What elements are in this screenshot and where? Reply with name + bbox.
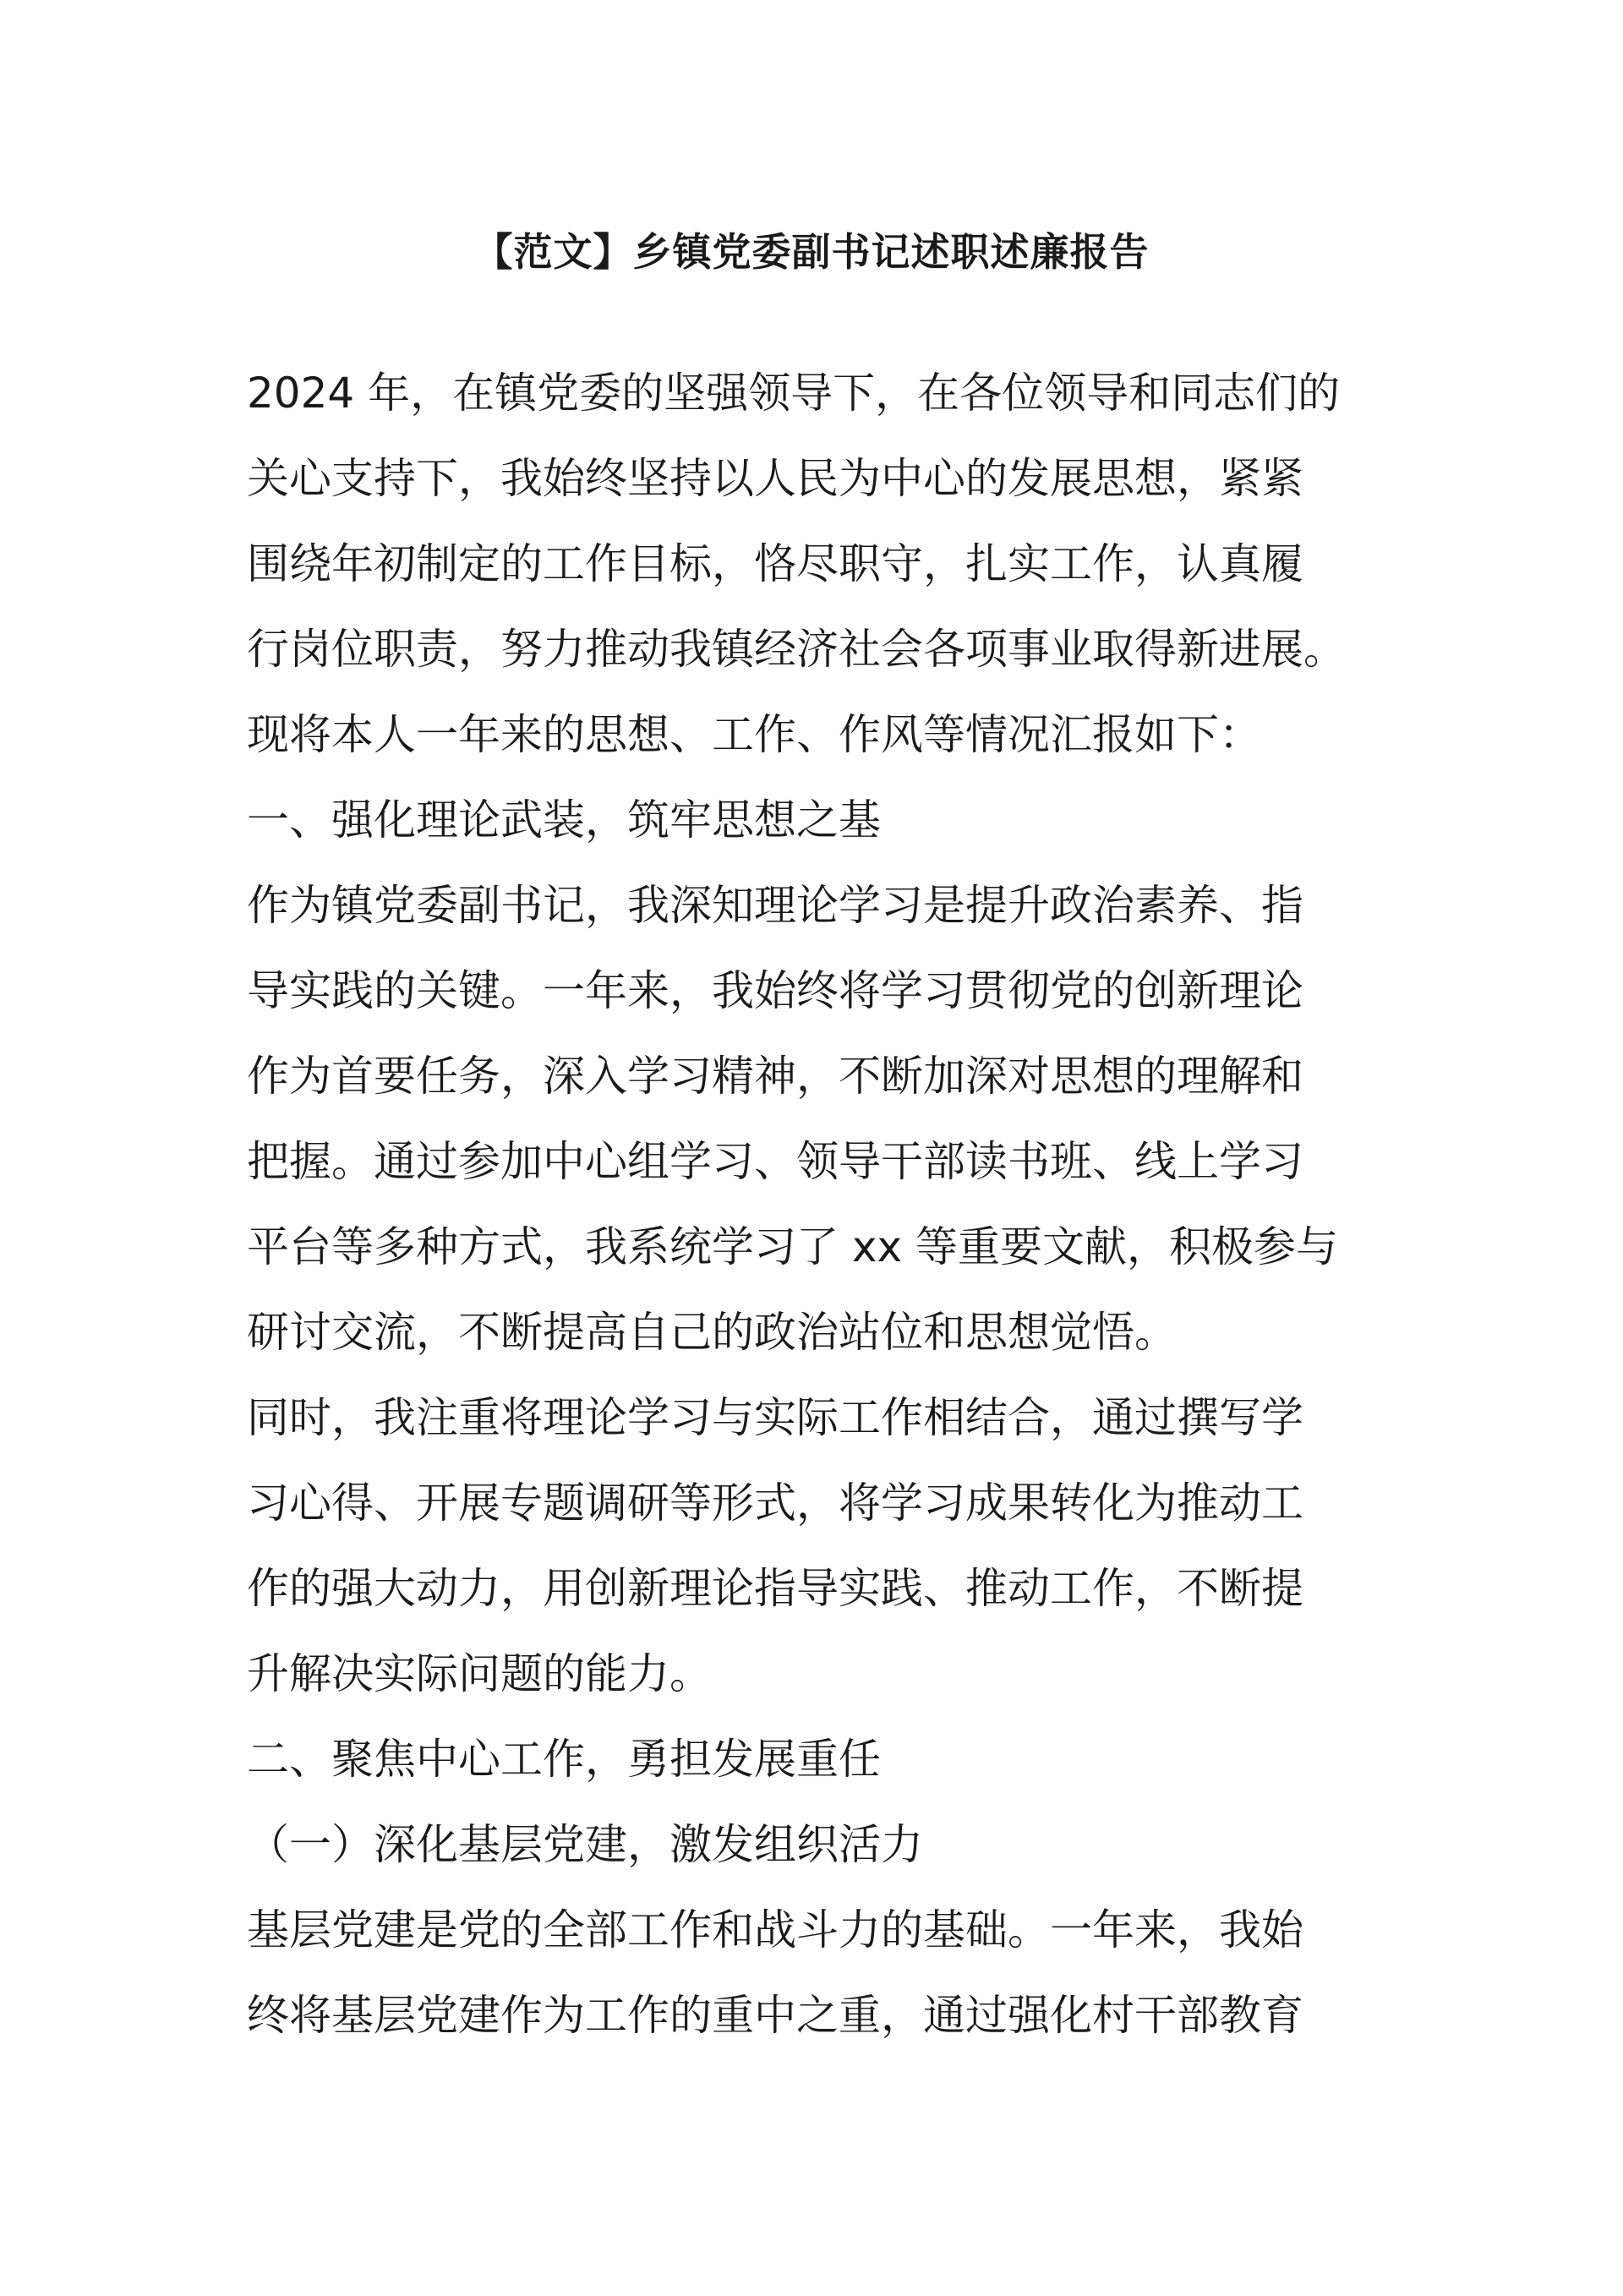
body-line: 把握。通过参加中心组学习、领导干部读书班、线上学习 (247, 1137, 1303, 1186)
body-line: 基层党建是党的全部工作和战斗力的基础。一年来，我始 (247, 1905, 1303, 1954)
body-line: 同时，我注重将理论学习与实际工作相结合，通过撰写学 (247, 1393, 1303, 1442)
body-line: 习心得、开展专题调研等形式，将学习成果转化为推动工 (247, 1479, 1303, 1528)
subsection-heading-1: （一）深化基层党建，激发组织活力 (247, 1820, 923, 1869)
body-line: 关心支持下，我始终坚持以人民为中心的发展思想，紧紧 (247, 454, 1303, 503)
body-line: 研讨交流，不断提高自己的政治站位和思想觉悟。 (247, 1308, 1177, 1357)
body-line: 行岗位职责，努力推动我镇经济社会各项事业取得新进展。 (247, 625, 1346, 674)
document-title: 【范文】乡镇党委副书记述职述廉报告 (473, 229, 1150, 275)
body-line: 作为首要任务，深入学习精神，不断加深对思想的理解和 (247, 1052, 1303, 1101)
body-line: 作为镇党委副书记，我深知理论学习是提升政治素养、指 (247, 881, 1303, 930)
body-line: 作的强大动力，用创新理论指导实践、推动工作，不断提 (247, 1564, 1303, 1613)
body-line: 2024 年，在镇党委的坚强领导下，在各位领导和同志们的 (247, 369, 1341, 418)
body-line: 围绕年初制定的工作目标，恪尽职守，扎实工作，认真履 (247, 539, 1303, 588)
body-line: 终将基层党建作为工作的重中之重，通过强化村干部教育 (247, 1991, 1303, 2040)
body-line: 升解决实际问题的能力。 (247, 1649, 712, 1698)
document-body (247, 351, 1430, 2058)
body-line: 平台等多种方式，我系统学习了 xx 等重要文献，积极参与 (247, 1222, 1338, 1271)
body-line: 现将本人一年来的思想、工作、作风等情况汇报如下： (247, 710, 1261, 759)
section-heading-2: 二、聚焦中心工作，勇担发展重任 (247, 1735, 881, 1784)
section-heading-1: 一、强化理论武装，筑牢思想之基 (247, 795, 881, 845)
body-line: 导实践的关键。一年来，我始终将学习贯彻党的创新理论 (247, 966, 1303, 1015)
